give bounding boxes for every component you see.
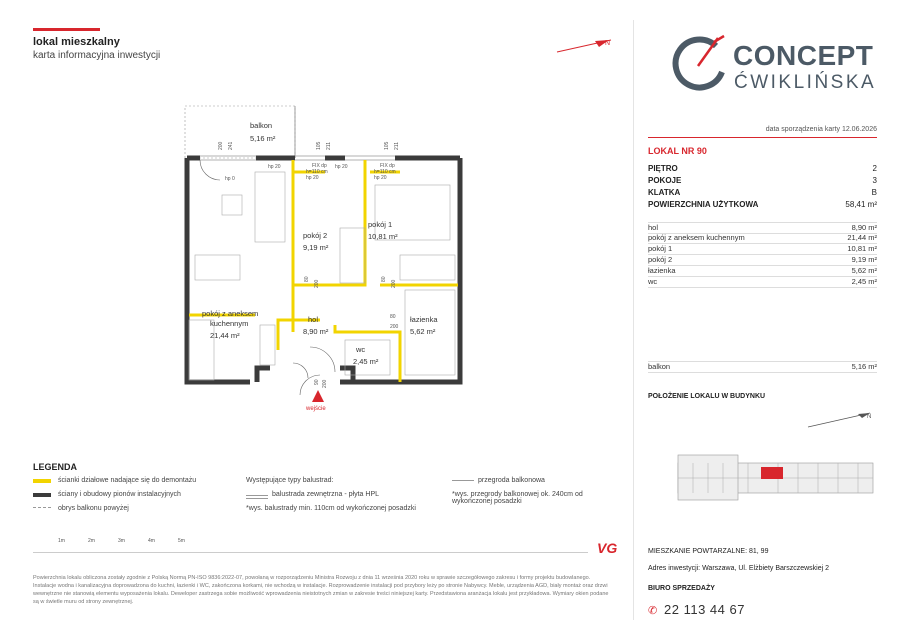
przegroda-label: przegroda balkonowa <box>478 477 545 484</box>
prop-row <box>648 176 877 185</box>
legend-item: obrys balkonu powyżej <box>58 505 129 512</box>
prop-label: KLATKA <box>648 188 681 197</box>
room-label: hol <box>648 223 659 232</box>
dim-label: 241 <box>228 141 234 150</box>
scale-tick-label: 2m <box>88 538 95 544</box>
fix-label: h=110 cm <box>306 169 328 175</box>
dim-label: 200 <box>218 141 224 150</box>
scale-tick-label: 3m <box>118 538 125 544</box>
north-arrow-icon <box>555 36 620 56</box>
hp-label: hp 0 <box>225 176 235 182</box>
dim-label: 211 <box>394 142 400 150</box>
room-label: wc <box>648 277 658 286</box>
sales-office-label: BIURO SPRZEDAŻY <box>648 585 715 592</box>
room-row <box>648 244 877 255</box>
legend-swatch-yellow <box>33 479 51 483</box>
logo-line1: CONCEPT <box>733 40 874 71</box>
room-area: 21,44 m² <box>847 233 877 242</box>
room-label: łazienka <box>648 266 676 275</box>
dim-label: 200 <box>390 324 399 330</box>
room-label: pokój 1 <box>648 244 673 253</box>
pokoj2-label: pokój 2 <box>303 231 328 240</box>
lazienka-label: łazienka <box>410 315 438 324</box>
pokoj2-area: 9,19 m² <box>303 243 329 252</box>
investment-address: Adres inwestycji: Warszawa, Ul. Elżbiety Barszczewskiej 2 <box>648 565 830 572</box>
hol-area: 8,90 m² <box>303 327 329 336</box>
prop-label: PIĘTRO <box>648 164 678 173</box>
phone-icon: ✆ <box>648 605 658 617</box>
dim-label: 80 <box>390 314 396 320</box>
legend-item: ścianki działowe nadające się do demontażu <box>58 477 197 484</box>
prop-label: POWIERZCHNIA UŻYTKOWA <box>648 200 759 209</box>
prop-row <box>648 188 877 197</box>
dim-label: 105 <box>316 141 322 150</box>
column-divider <box>633 20 634 620</box>
card-date: data sporządzenia karty 12.06.2026 <box>765 126 877 133</box>
balcony-row <box>648 361 877 373</box>
dim-label: 80 <box>381 276 387 282</box>
prop-value: 58,41 m² <box>845 200 877 209</box>
room-row <box>648 255 877 266</box>
wc-area: 2,45 m² <box>353 357 379 366</box>
room-row <box>648 277 877 288</box>
przegroda-note: *wys. przegrody balkonowej ok. 240cm od wykończonej posadzki <box>452 491 583 505</box>
room-area: 8,90 m² <box>851 223 877 232</box>
svg-text:N: N <box>867 414 872 420</box>
document-subtitle: karta informacyjna inwestycji <box>33 50 161 61</box>
hol-label: hol <box>308 315 319 324</box>
concept-logo-icon <box>672 32 730 96</box>
prop-row <box>648 164 877 173</box>
dim-label: 211 <box>326 142 332 150</box>
scale-tick-label: 5m <box>178 538 185 544</box>
scale-tick-label: 4m <box>148 538 155 544</box>
dim-label: 80 <box>304 276 310 282</box>
sales-phone[interactable]: 22 113 44 67 <box>664 602 745 617</box>
legend-item: ściany i obudowy pionów instalacyjnych <box>58 491 181 498</box>
room-area: 2,45 m² <box>851 277 877 286</box>
floor-plan <box>160 100 490 420</box>
room-area: 9,19 m² <box>851 255 877 264</box>
legend-swatch-dashed <box>33 507 51 508</box>
building-heading: POŁOŻENIE LOKALU W BUDYNKU <box>648 393 766 400</box>
room-row <box>648 233 877 244</box>
legal-disclaimer: Powierzchnia lokalu obliczona zostały zgodnie z Polską Normą PN-ISO 9836:2022-07, powołaną w rozporządzeniu Ministra Rozwoju z dnia 11 września 2020 roku w sprawie szczegółowego zakresu i formy projektu budowlanego. Instalacje wodna i kanalizacyjna doprowadzona do kuchni, łazienki i WC, zakończona korkami, nie wchodzą w instalacje. Rozprowadzenie instalacji pod przybory leży po stronie Nabywcy. Meble, urządzenia AGD, biały montaż oraz drzwi wewnętrzne nie stanowią elementu wyposażenia lokalu. Deweloper zastrzega sobie możliwość wprowadzenia nieistotnych zmian w zakresie treści niniejszej karty. Przedstawiona aranżacja lokalu jest przykładowa. Wymiary okien podane są w świetle muru od strony zewnętrznej. <box>33 575 609 605</box>
dim-label: 105 <box>384 141 390 150</box>
fix-label: hp 20 <box>374 175 387 181</box>
room-row <box>648 266 877 277</box>
przegroda-swatch <box>452 480 474 481</box>
scale-bar <box>33 536 193 544</box>
balustrada-swatch <box>246 495 268 499</box>
similar-units: MIESZKANIE POWTARZALNE: 81, 99 <box>648 548 769 555</box>
building-keyplan <box>648 405 878 535</box>
hp-label: hp 20 <box>335 164 348 170</box>
fix-label: hp 20 <box>306 175 319 181</box>
lokal-number: LOKAL NR 90 <box>648 146 707 156</box>
hp-label: hp 20 <box>268 164 281 170</box>
pokoj1-label: pokój 1 <box>368 220 393 229</box>
balkon-label: balkon <box>250 121 273 130</box>
footer-divider <box>33 552 588 553</box>
dim-label: 200 <box>314 279 320 288</box>
room-area: 5,16 m² <box>851 362 877 371</box>
kuchnia-label-1: pokój z aneksem <box>202 309 259 318</box>
pokoj1-area: 10,81 m² <box>368 232 398 241</box>
dim-label: 200 <box>391 279 397 288</box>
balustrady-title: Występujące typy balustrad: <box>246 477 334 484</box>
entrance-marker-icon <box>312 390 324 402</box>
wc-label: wc <box>356 345 366 354</box>
lazienka-area: 5,62 m² <box>410 327 436 336</box>
logo-line2: ĆWIKLIŃSKA <box>734 72 877 93</box>
room-label: pokój 2 <box>648 255 673 264</box>
kuchnia-area: 21,44 m² <box>210 331 240 340</box>
balustrada-note: *wys. balustrady min. 110cm od wykończonej posadzki <box>246 505 416 512</box>
prop-row <box>648 200 877 209</box>
room-label: balkon <box>648 362 671 371</box>
room-area: 5,62 m² <box>851 266 877 275</box>
dim-label: 90 <box>314 379 320 385</box>
room-area: 10,81 m² <box>847 244 877 253</box>
fix-label: h=110 cm <box>374 169 396 175</box>
brand-mark: VG <box>597 540 618 556</box>
prop-value: 2 <box>872 164 877 173</box>
prop-label: POKOJE <box>648 176 682 185</box>
fix-label: FIX dp <box>380 163 395 169</box>
scale-tick-label: 1m <box>58 538 65 544</box>
balustrada-label: balustrada zewnętrzna - płyta HPL <box>272 491 379 498</box>
room-label: pokój z aneksem kuchennym <box>648 233 745 242</box>
dim-label: 200 <box>322 379 328 388</box>
document-title: lokal mieszkalny <box>33 36 120 48</box>
header-accent-bar <box>33 28 100 31</box>
entrance-label: wejście <box>306 406 326 412</box>
legend-swatch-dark <box>33 493 51 497</box>
legend-title: LEGENDA <box>33 462 78 472</box>
svg-text:N: N <box>605 40 611 47</box>
info-divider <box>648 137 877 138</box>
fix-label: FIX dp <box>312 163 327 169</box>
unit-location-marker <box>761 467 783 479</box>
kuchnia-label-2: kuchennym <box>210 319 249 328</box>
balkon-area: 5,16 m² <box>250 134 276 143</box>
prop-value: B <box>871 188 877 197</box>
prop-value: 3 <box>872 176 877 185</box>
